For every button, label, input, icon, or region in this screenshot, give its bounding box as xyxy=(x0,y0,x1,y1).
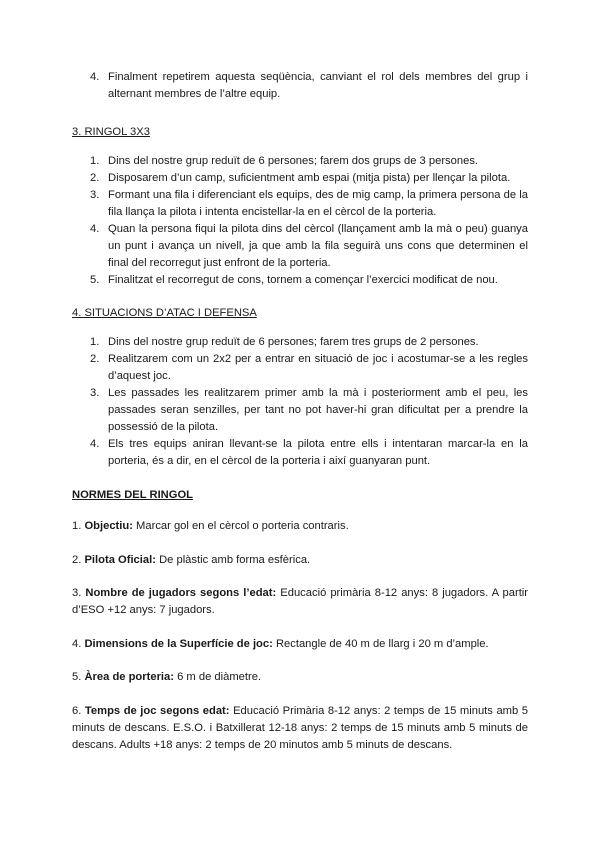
list-item-number: 2. xyxy=(90,353,100,365)
list-item-text: Dins del nostre grup reduït de 6 persones; farem tres grups de 2 persones. xyxy=(108,336,479,348)
list-item-text: Formant una fila i diferenciant els equips, des de mig camp, la primera persona de la fila llança la pilota i intenta encistellar-la en el cèrcol de la porteria. xyxy=(108,189,528,218)
ringol-list xyxy=(72,153,528,289)
rule-label: Objectiu: xyxy=(84,520,133,532)
rule-text: De plàstic amb forma esfèrica. xyxy=(159,554,311,566)
rule-number: 5. xyxy=(72,671,82,683)
rule-number: 2. xyxy=(72,554,82,566)
list-item xyxy=(72,351,528,385)
list-item-number: 1. xyxy=(90,155,100,167)
rule-paragraph xyxy=(72,703,528,754)
rule-number: 1. xyxy=(72,520,82,532)
list-item xyxy=(72,221,528,272)
list-item-number: 4. xyxy=(90,438,100,450)
rule-label: Nombre de jugadors segons l’edat: xyxy=(85,587,277,599)
section-heading-ringol: 3. RINGOL 3X3 xyxy=(72,126,150,138)
list-item xyxy=(72,334,528,351)
rule-text: Educació primària 8-12 anys: 8 jugadors. A partir d’ESO +12 anys: 7 jugadors. xyxy=(72,587,529,616)
rule-paragraph xyxy=(72,552,528,569)
list-item-number: 2. xyxy=(90,172,100,184)
list-item-text: Disposarem d’un camp, suficientment amb espai (mitja pista) per llençar la pilota. xyxy=(108,172,511,184)
list-item-text: Les passades les realitzarem primer amb la mà i posteriorment amb el peu, les passades seran senzilles, per tant no pot haver-hi gran dificultat per a prendre la possessió de la pilota. xyxy=(108,387,528,433)
list-item xyxy=(72,69,528,103)
list-item xyxy=(72,436,528,470)
list-item-number: 5. xyxy=(90,274,100,286)
rule-label: Temps de joc segons edat: xyxy=(84,705,230,717)
list-item-text: Dins del nostre grup reduït de 6 persones; farem dos grups de 3 persones. xyxy=(108,155,479,167)
section-heading-situacions: 4. SITUACIONS D’ATAC I DEFENSA xyxy=(72,307,257,319)
list-item-number: 3. xyxy=(90,189,100,201)
rule-label: Pilota Oficial: xyxy=(84,554,156,566)
list-item-number: 1. xyxy=(90,336,100,348)
rule-label: Àrea de porteria: xyxy=(84,671,174,683)
list-item-text: Finalitzat el recorregut de cons, tornem a començar l’exercici modificat de nou. xyxy=(108,274,498,286)
rule-text: Marcar gol en el cèrcol o porteria contraris. xyxy=(136,520,349,532)
list-item-text: Finalment repetirem aquesta seqüència, canviant el rol dels membres del grup i alternant membres de l’altre equip. xyxy=(108,71,528,100)
rule-paragraph xyxy=(72,669,528,686)
list-item xyxy=(72,272,528,289)
list-item-number: 4. xyxy=(90,71,100,83)
list-item xyxy=(72,170,528,187)
rule-number: 4. xyxy=(72,638,82,650)
rule-number: 3. xyxy=(72,587,82,599)
intro-list xyxy=(72,69,528,103)
list-item xyxy=(72,187,528,221)
rule-label: Dimensions de la Superfície de joc: xyxy=(84,638,273,650)
list-item xyxy=(72,153,528,170)
rule-text: Educació Primària 8-12 anys: 2 temps de 15 minuts amb 5 minuts de descans. E.S.O. i Batxillerat 12-18 anys: 2 temps de 15 minuts amb 5 minuts de descans. Adults +18 anys: 2 temps de 20 minutos amb 5 minuts de descans. xyxy=(72,705,528,751)
list-item-number: 3. xyxy=(90,387,100,399)
rule-number: 6. xyxy=(72,705,82,717)
list-item-text: Quan la persona fiqui la pilota dins del cèrcol (llançament amb la mà o peu) guanya un punt i avança un nivell, ja que amb la fila seguirà uns cons que determinen el final del recorregut just enfront de la porteria. xyxy=(108,223,528,269)
list-item xyxy=(72,385,528,436)
rule-paragraph xyxy=(72,585,528,619)
list-item-text: Els tres equips aniran llevant-se la pilota entre ells i intentaran marcar-la en la porteria, és a dir, en el cèrcol de la porteria i així guanyaran punt. xyxy=(108,438,528,467)
rule-paragraph xyxy=(72,518,528,535)
rule-paragraph xyxy=(72,636,528,653)
situacions-list xyxy=(72,334,528,470)
list-item-number: 4. xyxy=(90,223,100,235)
section-heading-normes: NORMES DEL RINGOL xyxy=(72,489,193,501)
rule-text: Rectangle de 40 m de llarg i 20 m d’ample. xyxy=(275,638,489,650)
list-item-text: Realitzarem com un 2x2 per a entrar en situació de joc i acostumar-se a les regles d’aquest joc. xyxy=(108,353,528,382)
rule-text: 6 m de diàmetre. xyxy=(177,671,262,683)
